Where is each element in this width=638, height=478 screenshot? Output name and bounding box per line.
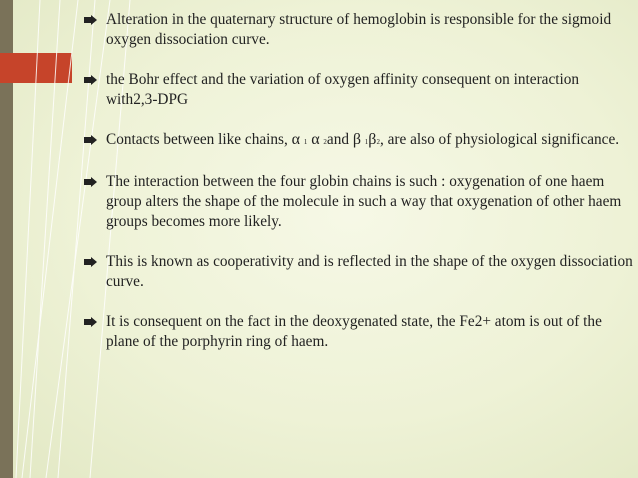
- arrow-bullet-icon: [84, 177, 97, 187]
- subscript: 1: [303, 138, 308, 146]
- arrow-bullet-icon: [84, 75, 97, 85]
- arrow-bullet-icon: [84, 135, 97, 145]
- arrow-bullet-icon: [84, 317, 97, 327]
- alpha-symbol: α: [291, 131, 301, 148]
- bullet-text: the Bohr effect and the variation of oxygen affinity consequent on interaction with2,3-DPG: [106, 71, 580, 108]
- bullet-item: [84, 130, 634, 152]
- accent-tab: [0, 53, 72, 83]
- beta-symbol: β: [352, 131, 361, 148]
- arrow-bullet-icon: [84, 15, 97, 25]
- bullet-text: This is known as cooperativity and is reflected in the shape of the oxygen dissociation curve.: [106, 253, 633, 290]
- subscript: 2: [323, 138, 327, 146]
- bullet-text-prefix: Contacts between like chains,: [106, 131, 292, 148]
- bullet-text-suffix: , are also of physiological significance.: [379, 131, 620, 148]
- bullet-text: It is consequent on the fact in the deoxygenated state, the Fe2+ atom is out of the plane of the porphyrin ring of haem.: [106, 313, 602, 350]
- bullet-item: [84, 70, 634, 110]
- bullet-text: The interaction between the four globin chains is such : oxygenation of one haem group alters the shape of the molecule in such a way that oxygenation of other haem groups becomes more likely.: [106, 173, 622, 230]
- bullet-item: [84, 10, 634, 50]
- subscript: 1: [364, 138, 369, 146]
- alpha-symbol: α: [311, 131, 320, 148]
- subscript: 2: [376, 138, 380, 146]
- bullet-text: Alteration in the quaternary structure of hemoglobin is responsible for the sigmoid oxygen dissociation curve.: [106, 11, 612, 48]
- bullet-item: [84, 252, 634, 292]
- bullet-text-and: and: [326, 131, 353, 148]
- slide-content: [84, 10, 634, 372]
- bullet-item: [84, 172, 634, 232]
- beta-symbol: β: [368, 131, 377, 148]
- arrow-bullet-icon: [84, 257, 97, 267]
- bullet-item: [84, 312, 634, 352]
